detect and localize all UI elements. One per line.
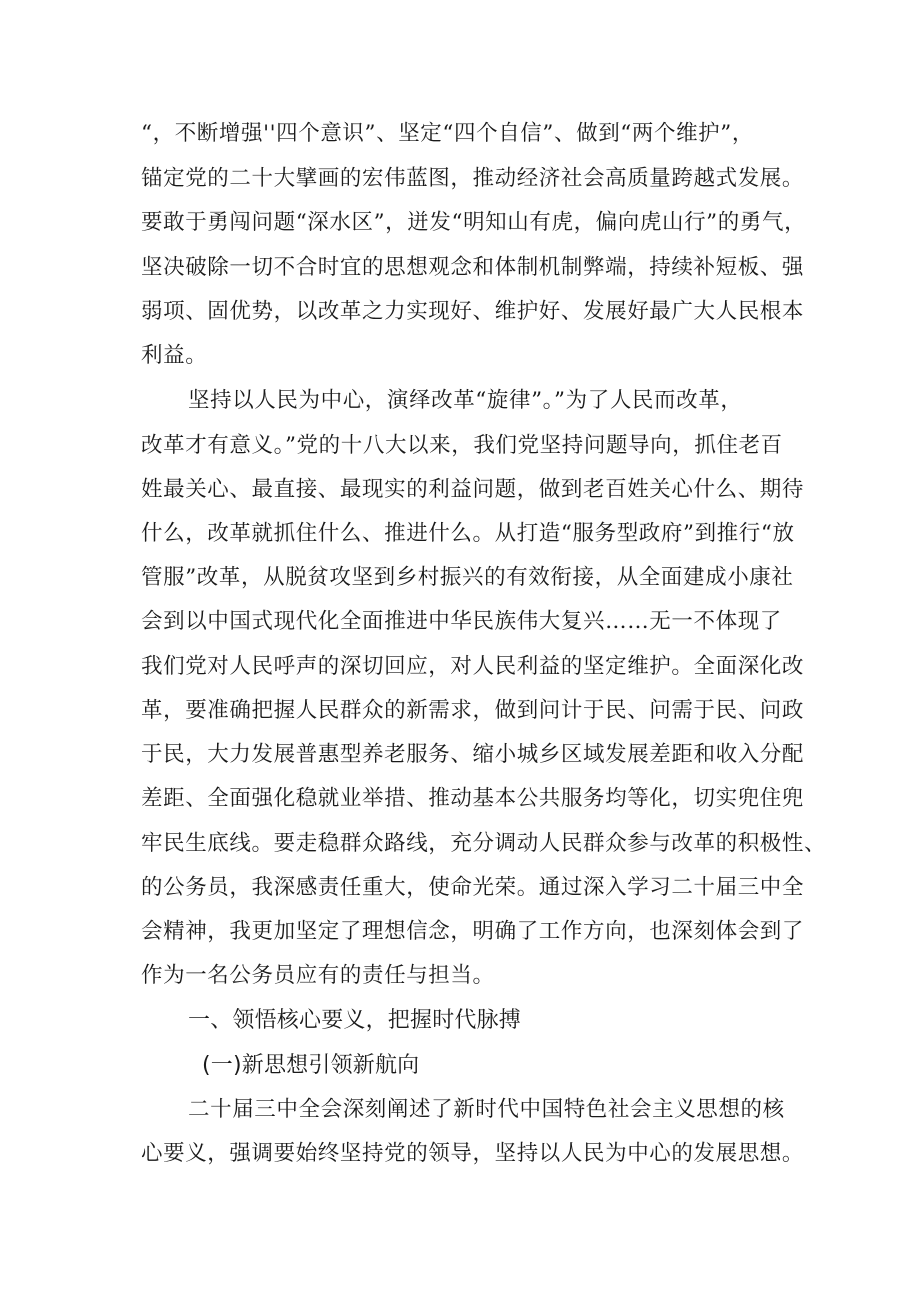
text-line: 牢民生底线。要走稳群众路线，充分调动人民群众参与改革的积极性、 — [141, 831, 827, 856]
text-line: 弱项、固优势，以改革之力实现好、维护好、发展好最广大人民根本 — [141, 299, 805, 324]
text-line: 坚决破除一切不合时宜的思想观念和体制机制弊端，持续补短板、强 — [141, 255, 805, 280]
text-line: 作为一名公务员应有的责任与担当。 — [141, 963, 495, 988]
text-line: 会精神，我更加坚定了理想信念，明确了工作方向，也深刻体会到了 — [141, 919, 805, 944]
text-line: 心要义，强调要始终坚持党的领导，坚持以人民为中心的发展思想。 — [141, 1141, 805, 1166]
text-line: 什么，改革就抓住什么、推进什么。从打造“服务型政府”到推行“放 — [141, 521, 795, 546]
text-line: 二十届三中全会深刻阐述了新时代中国特色社会主义思想的核 — [188, 1097, 785, 1122]
text-line: 差距、全面强化稳就业举措、推动基本公共服务均等化，切实兜住兜 — [141, 786, 805, 811]
section-heading: 一、领悟核心要义，把握时代脉搏 — [188, 1008, 522, 1033]
text-line: 锚定党的二十大擘画的宏伟蓝图，推动经济社会高质量跨越式发展。 — [141, 166, 805, 191]
text-line: 管服”改革，从脱贫攻坚到乡村振兴的有效衔接，从全面建成小康社 — [141, 565, 794, 590]
text-line: “，不断增强''四个意识”、坚定“四个自信”、做到“两个维护”， — [141, 121, 754, 146]
text-line: 于民，大力发展普惠型养老服务、缩小城乡区域发展差距和收入分配 — [141, 742, 805, 767]
text-line: 革，要准确把握人民群众的新需求，做到问计于民、问需于民、问政 — [141, 698, 805, 723]
text-line: 姓最关心、最直接、最现实的利益问题，做到老百姓关心什么、期待 — [141, 477, 805, 502]
text-line: 利益。 — [141, 343, 208, 368]
text-line: 的公务员，我深感责任重大，使命光荣。通过深入学习二十届三中全 — [141, 875, 805, 900]
text-line: 要敢于勇闯问题“深水区”，迸发“明知山有虎，偏向虎山行”的勇气， — [141, 210, 807, 235]
text-line: 我们党对人民呼声的深切回应，对人民利益的坚定维护。全面深化改 — [141, 654, 805, 679]
text-line: 会到以中国式现代化全面推进中华民族伟大复兴……无一不体现了 — [141, 609, 782, 634]
text-line: 坚持以人民为中心，演绎改革“旋律”。”为了人民而改革， — [188, 388, 743, 413]
subsection-heading: (一)新思想引领新航向 — [202, 1053, 420, 1078]
text-line: 改革才有意义。”党的十八大以来，我们党坚持问题导向，抓住老百 — [141, 433, 783, 458]
